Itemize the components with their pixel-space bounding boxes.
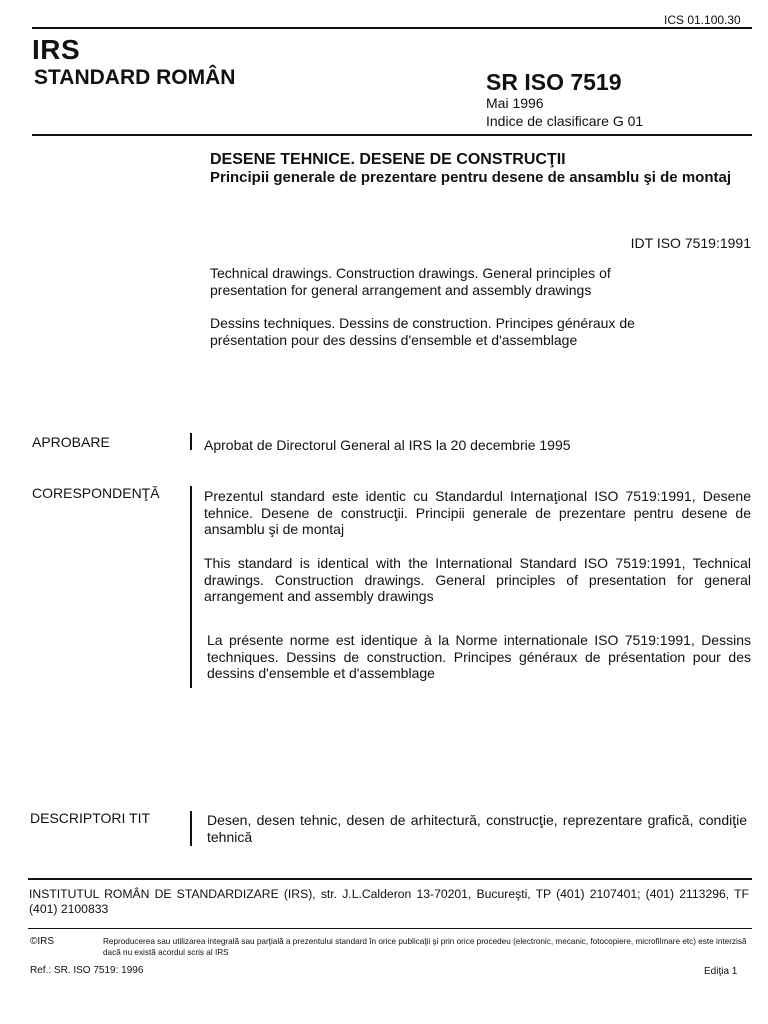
approval-bar [190, 433, 192, 450]
footer-rule [28, 878, 752, 880]
approval-text: Aprobat de Directorul General al IRS la 20 decembrie 1995 [204, 437, 571, 453]
document-title: DESENE TEHNICE. DESENE DE CONSTRUCŢII [210, 151, 566, 168]
document-subtitle: Principii generale de prezentare pentru desene de ansamblu şi de montaj [210, 169, 731, 186]
title-block [210, 150, 755, 187]
org-short: IRS [32, 34, 81, 65]
correspondence-bar [190, 486, 192, 688]
classification-index: Indice de clasificare G 01 [486, 113, 644, 129]
correspondence-fr: La présente norme est identique à la Norme internationale ISO 7519:1991, Dessins techniques. Dessins de construction. Principes généraux de présentation pour des dessins d'ensemble et d'assemblage [207, 632, 751, 681]
idt-reference: IDT ISO 7519:1991 [630, 235, 751, 251]
institute-address: INSTITUTUL ROMÂN DE STANDARDIZARE (IRS), str. J.L.Calderon 13-70201, Bucureşti, TP (401) 2107401; (401) 2113296, TF (401) 2100833 [29, 887, 749, 916]
english-title: Technical drawings. Construction drawings. General principles of presentation for general arrangement and assembly drawings [210, 265, 611, 298]
descriptors-text: Desen, desen tehnic, desen de arhitectură, construcţie, reprezentare grafică, condiţie tehnică [207, 812, 747, 845]
correspondence-ro: Prezentul standard este identic cu Standardul Internaţional ISO 7519:1991, Desene tehnice. Desene de construcţii. Principii generale de prezentare pentru desene de ansamblu şi de montaj [204, 488, 751, 537]
descriptors-label: DESCRIPTORI TIT [30, 810, 151, 826]
french-title: Dessins techniques. Dessins de construction. Principes généraux de présentation pour des dessins d'ensemble et d'assemblage [210, 315, 635, 348]
standard-number: SR ISO 7519 [486, 69, 622, 95]
reference: Ref.: SR. ISO 7519: 1996 [30, 965, 144, 976]
approval-label: APROBARE [32, 434, 110, 450]
copyright: ©IRS [30, 936, 55, 947]
descriptors-bar [190, 811, 192, 846]
header-rule [32, 134, 752, 136]
top-rule [32, 27, 752, 29]
standard-date: Mai 1996 [486, 95, 544, 111]
correspondence-en: This standard is identical with the International Standard ISO 7519:1991, Technical drawings. Construction drawings. General principles of presentation for general arrangement and assembly drawings [204, 555, 751, 604]
correspondence-label: CORESPONDENŢĂ [32, 485, 160, 501]
copyright-notice: Reproducerea sau utilizarea integrală sau parţială a prezentului standard în orice publicaţii şi prin orice procedeu (electronic, mecanic, fotocopiere, microfilmare etc) este interzisă dacă nu există acordul scris al IRS [103, 937, 747, 957]
org-title: STANDARD ROMÂN [34, 66, 236, 89]
edition: Ediţia 1 [704, 966, 738, 977]
ics-code: ICS 01.100.30 [664, 13, 741, 27]
footer-rule-thin [28, 928, 752, 929]
